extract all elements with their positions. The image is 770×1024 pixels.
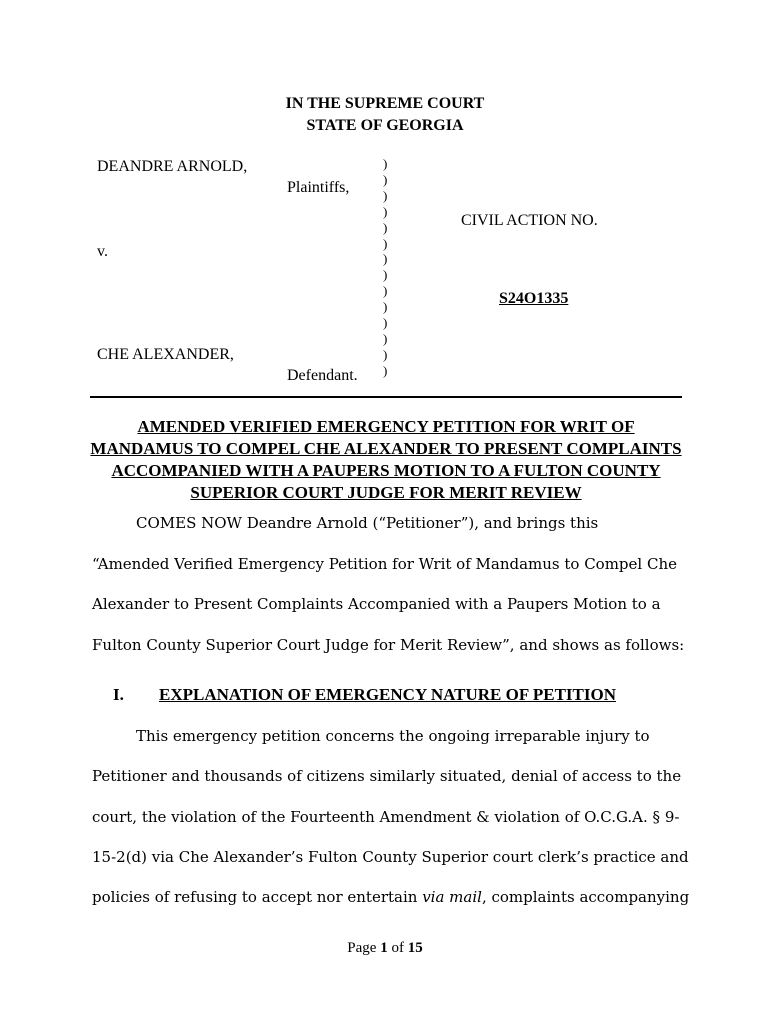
caption-paren: ) [383, 156, 388, 171]
section-line: This emergency petition concerns the ongoing irreparable injury to [136, 727, 650, 745]
section-last-line [92, 888, 689, 906]
section-line: Petitioner and thousands of citizens similarly situated, denial of access to the [92, 767, 682, 785]
last-line-text-end: , complaints accompanying [481, 888, 690, 906]
intro-line: Fulton County Superior Court Judge for Merit Review”, and shows as follows: [92, 636, 685, 654]
caption-paren: ) [383, 219, 388, 235]
plaintiff-role: Plaintiffs, [287, 179, 350, 196]
intro-line: Alexander to Present Complaints Accompanied with a Paupers Motion to a [92, 595, 661, 613]
defendant-role: Defendant. [287, 367, 358, 384]
court-name-line: IN THE SUPREME COURT [285, 95, 485, 112]
plaintiff-name: DEANDRE ARNOLD, [97, 158, 248, 175]
case-number: S24O1335 [499, 290, 569, 307]
caption-paren: ) [383, 315, 388, 331]
section-heading: EXPLANATION OF EMERGENCY NATURE OF PETITION [159, 685, 616, 704]
last-line-italic: via mail [422, 888, 482, 906]
civil-action-label: CIVIL ACTION NO. [461, 212, 598, 229]
footer-page-word: Page [347, 940, 377, 956]
caption-parentheses [383, 156, 387, 379]
defendant-name: CHE ALEXANDER, [97, 346, 234, 363]
caption-paren: ) [383, 267, 388, 283]
caption-divider [90, 396, 682, 398]
caption-paren: ) [383, 203, 388, 219]
intro-line: COMES NOW Deandre Arnold (“Petitioner”), and brings this [136, 514, 599, 532]
caption-paren: ) [383, 171, 388, 187]
caption-paren: ) [383, 346, 388, 362]
caption-paren: ) [383, 187, 388, 203]
caption-paren: ) [383, 283, 388, 299]
caption-paren: ) [383, 299, 388, 315]
section-number: I. [113, 685, 124, 704]
intro-line: “Amended Verified Emergency Petition for Writ of Mandamus to Compel Che [92, 555, 677, 573]
document-title: AMENDED VERIFIED EMERGENCY PETITION FOR WRIT OF MANDAMUS TO COMPEL CHE ALEXANDER TO PRESENT COMPLAINTS ACCOMPANIED WITH A PAUPERS MOTION TO A FULTON COUNTY SUPERIOR COURT JUDGE FOR MERIT REVIEW [90, 417, 682, 502]
footer-total-pages: 15 [407, 940, 423, 956]
caption-paren: ) [383, 362, 388, 378]
court-state-line: STATE OF GEORGIA [306, 117, 464, 134]
page-footer [0, 940, 770, 957]
footer-of-word: of [391, 940, 404, 956]
section-line: court, the violation of the Fourteenth Amendment & violation of O.C.G.A. § 9- [92, 808, 680, 826]
footer-current-page: 1 [380, 940, 388, 956]
caption-paren: ) [383, 251, 388, 267]
versus-label: v. [97, 243, 108, 260]
last-line-text: policies of refusing to accept nor entertain [92, 888, 423, 906]
caption-paren: ) [383, 235, 388, 251]
section-line: 15-2(d) via Che Alexander’s Fulton County Superior court clerk’s practice and [92, 848, 689, 866]
caption-paren: ) [383, 330, 388, 346]
